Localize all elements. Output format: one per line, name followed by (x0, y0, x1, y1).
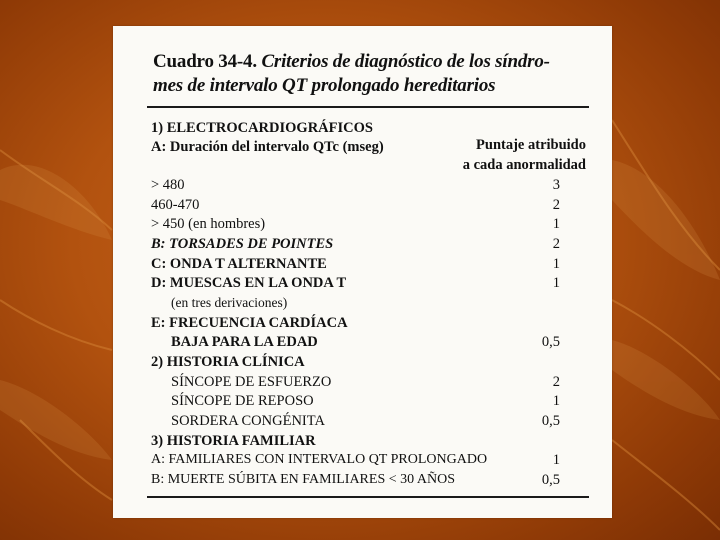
row-text: 1) ELECTROCARDIOGRÁFICOS (151, 120, 373, 136)
row-text: B: MUERTE SÚBITA EN FAMILIARES < 30 AÑOS (151, 472, 455, 487)
score-header-line2: a cada anormalidad (462, 157, 586, 173)
row-score: 1 (552, 216, 560, 232)
table-title-line2: mes de intervalo QT prolongado hereditarios (153, 75, 496, 96)
row-text: (en tres derivaciones) (171, 295, 288, 310)
row-score: 1 (552, 452, 560, 468)
score-header-line1: Puntaje atribuido (476, 137, 586, 153)
row-text: > 450 (en hombres) (151, 216, 266, 232)
row-score: 1 (552, 393, 560, 409)
row-text: SÍNCOPE DE ESFUERZO (171, 374, 332, 390)
row-text: A: FAMILIARES CON INTERVALO QT PROLONGADO (151, 452, 488, 467)
bottom-rule (147, 496, 589, 498)
row-score: 2 (552, 374, 560, 390)
row-score: 3 (552, 177, 560, 193)
row-text: A: Duración del intervalo QTc (mseg) (151, 139, 384, 155)
row-text: BAJA PARA LA EDAD (171, 334, 318, 350)
row-score: 0,5 (541, 413, 560, 429)
row-score: 2 (552, 197, 560, 213)
row-text: 460-470 (151, 197, 200, 213)
table-number: Cuadro 34-4. (153, 51, 257, 72)
row-score: 1 (552, 275, 560, 291)
table-title-line1 (153, 52, 550, 71)
row-score: 0,5 (541, 472, 560, 488)
row-text: C: ONDA T ALTERNANTE (151, 256, 327, 272)
row-text: > 480 (151, 177, 185, 193)
scanned-table-document (113, 26, 612, 518)
row-score: 2 (552, 236, 560, 252)
row-text: B: TORSADES DE POINTES (151, 236, 334, 252)
row-text: D: MUESCAS EN LA ONDA T (151, 275, 347, 291)
row-text: E: FRECUENCIA CARDÍACA (151, 315, 348, 331)
row-score: 0,5 (541, 334, 560, 350)
row-text: 3) HISTORIA FAMILIAR (151, 433, 316, 449)
row-text: SORDERA CONGÉNITA (171, 413, 325, 429)
top-rule (147, 106, 589, 108)
title-text-1: Criterios de diagnóstico de los síndro- (261, 51, 550, 72)
row-score: 1 (552, 256, 560, 272)
row-text: 2) HISTORIA CLÍNICA (151, 354, 305, 370)
row-text: SÍNCOPE DE REPOSO (171, 393, 314, 409)
